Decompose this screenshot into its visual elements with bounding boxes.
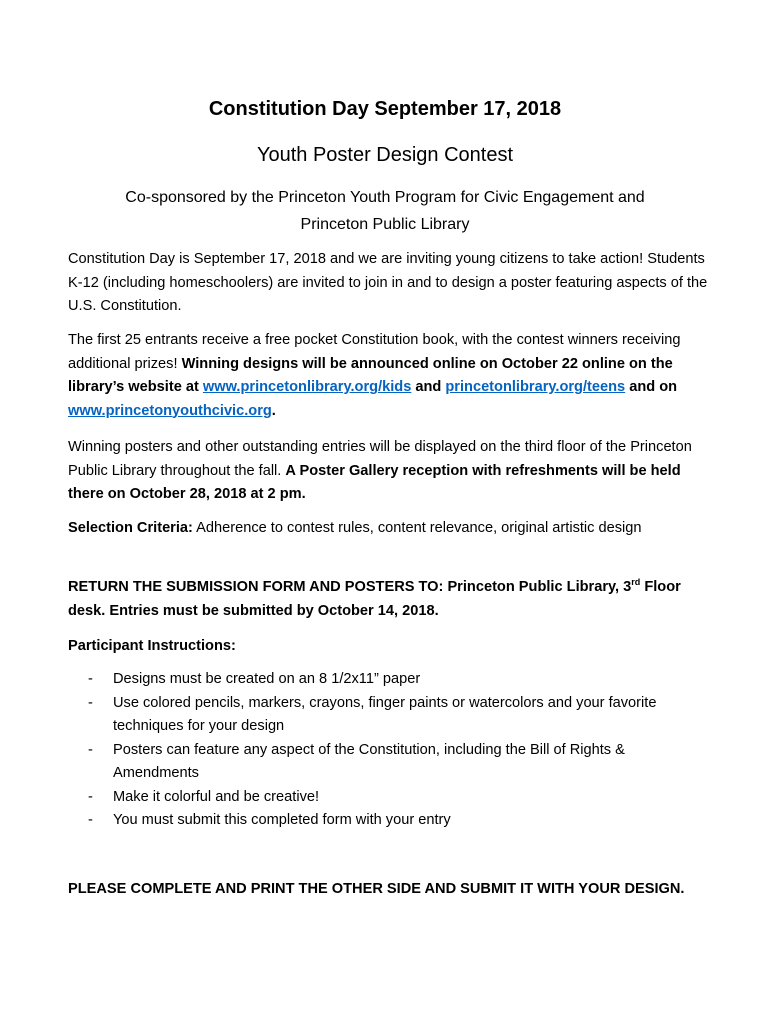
list-item — [88, 739, 708, 786]
reception-text: A Poster Gallery reception with refreshments will be held there on October 28, 2018 at 2 pm. — [68, 462, 681, 502]
closing-instruction: PLEASE COMPLETE AND PRINT THE OTHER SIDE AND SUBMIT IT WITH YOUR DESIGN. — [68, 881, 685, 897]
cosponsor-line-2: Princeton Public Library — [300, 216, 470, 233]
list-item-text: Use colored pencils, markers, crayons, finger paints or watercolors and your favorite techniques for your design — [113, 694, 657, 734]
display-text: Winning posters and other outstanding entries will be displayed on the third floor of the Princeton Public Library throughout the fall. — [68, 439, 692, 479]
page-title: Constitution Day September 17, 2018 — [208, 98, 562, 120]
dash-bullet: - — [88, 694, 93, 711]
instructions-heading: Participant Instructions: — [68, 638, 236, 654]
return-text-1: RETURN THE SUBMISSION FORM AND POSTERS TO: Princeton Public Library, 3 — [68, 579, 632, 595]
list-item — [88, 786, 708, 810]
list-item-text: Make it colorful and be creative! — [113, 788, 320, 805]
criteria-paragraph — [68, 517, 708, 541]
youth-civic-link[interactable]: www.princetonyouthcivic.org — [68, 402, 272, 419]
prizes-end: . — [271, 402, 276, 419]
return-text-2: Floor desk. Entries must be submitted by October 14, 2018. — [68, 579, 681, 619]
and-text-1: and — [411, 379, 446, 395]
list-item-text: You must submit this completed form with your entry — [113, 812, 451, 828]
instructions-list — [88, 668, 708, 833]
list-item — [88, 668, 708, 692]
dash-bullet: - — [88, 741, 93, 758]
intro-paragraph: Constitution Day is September 17, 2018 and we are inviting young citizens to take action! Students K-12 (including homeschoolers) are invited to join in and to design a poster featuring aspects of the U.S. Constitution. — [68, 251, 708, 314]
page-subtitle: Youth Poster Design Contest — [256, 144, 514, 166]
display-paragraph — [68, 436, 708, 507]
list-item — [88, 809, 708, 833]
criteria-label: Selection Criteria: — [68, 520, 193, 536]
list-item-text: Designs must be created on an 8 1/2x11” paper — [113, 671, 421, 687]
library-teens-link[interactable]: princetonlibrary.org/teens — [445, 379, 626, 395]
cosponsor-statement — [0, 184, 770, 238]
and-text-2: and on — [625, 379, 678, 395]
list-item — [88, 692, 708, 739]
dash-bullet: - — [88, 812, 93, 828]
return-paragraph — [68, 576, 708, 623]
prizes-paragraph — [68, 329, 708, 423]
announcement-text: Winning designs will be announced online on October 22 online on the library’s website at — [68, 355, 673, 395]
prizes-text: The first 25 entrants receive a free pocket Constitution book, with the contest winners receiving additional prizes! — [68, 332, 681, 372]
dash-bullet: - — [88, 788, 93, 805]
list-item-text: Posters can feature any aspect of the Constitution, including the Bill of Rights & Amendments — [113, 741, 625, 781]
return-ordinal-suffix: rd — [631, 577, 641, 588]
library-kids-link[interactable]: www.princetonlibrary.org/kids — [202, 379, 412, 395]
criteria-text: Adherence to contest rules, content relevance, original artistic design — [192, 520, 642, 536]
dash-bullet: - — [88, 671, 93, 687]
cosponsor-line-1: Co-sponsored by the Princeton Youth Program for Civic Engagement and — [125, 189, 645, 206]
